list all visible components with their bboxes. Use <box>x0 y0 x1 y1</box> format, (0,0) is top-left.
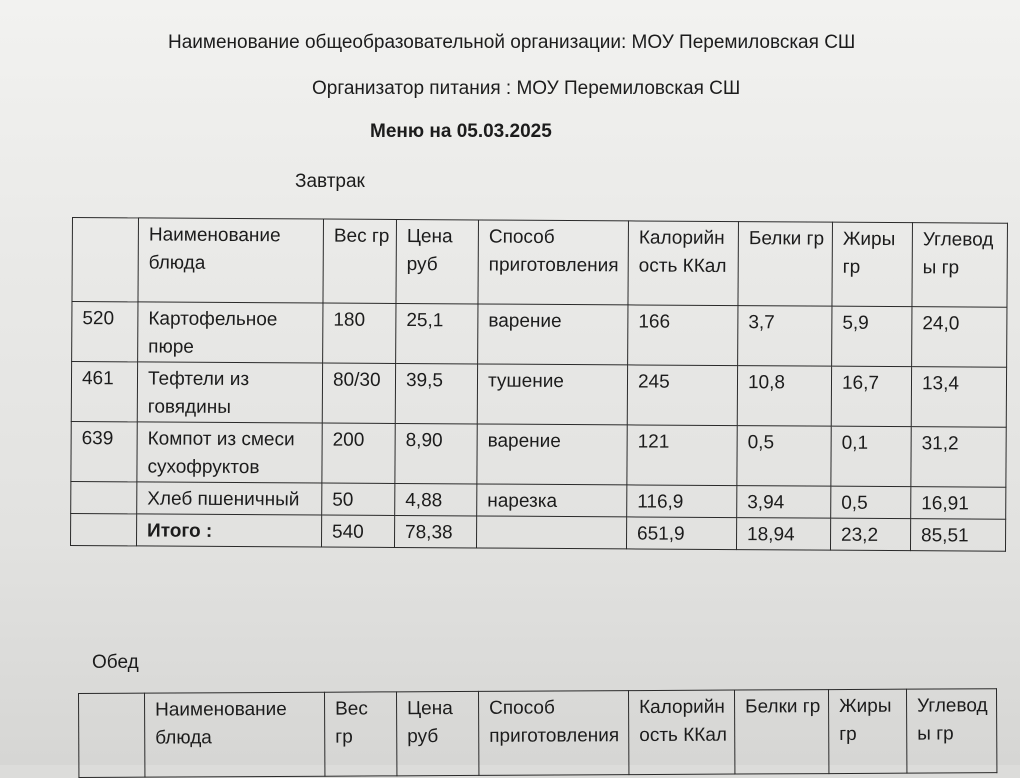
col-header-fat: Жиры гр <box>832 222 913 306</box>
cell-name: Хлеб пшеничный <box>137 482 322 515</box>
col-header-code <box>72 218 139 302</box>
cell-carbs: 13,4 <box>911 367 1006 428</box>
cell-method: нарезка <box>477 484 627 517</box>
col-header-kcal: Калорийность ККал <box>628 221 739 306</box>
table-header-row <box>79 689 997 778</box>
total-row <box>70 513 1005 551</box>
table-header-row <box>72 218 1007 308</box>
col-header-protein: Белки гр <box>738 222 833 307</box>
col-header-kcal: Калорийность ККал <box>628 690 734 775</box>
cell-carbs: 24,0 <box>912 307 1007 368</box>
menu-date-title: Меню на 05.03.2025 <box>370 121 552 142</box>
cell-method: варение <box>477 424 627 485</box>
cell-code: 520 <box>72 302 138 362</box>
col-header-weight: Вес гр <box>324 692 396 776</box>
cell-price: 8,90 <box>395 423 477 483</box>
total-label: Итого : <box>136 514 321 547</box>
cell-name: Картофельное пюре <box>138 302 323 363</box>
cell-protein: 3,94 <box>737 486 831 519</box>
col-header-method: Способ приготовления <box>478 220 629 305</box>
table-row <box>72 302 1007 368</box>
cell-code <box>71 481 137 513</box>
cell-method: тушение <box>477 364 627 425</box>
total-weight: 540 <box>321 515 394 547</box>
total-protein: 18,94 <box>736 518 830 551</box>
cell-fat: 0,5 <box>831 486 911 518</box>
cell-protein: 3,7 <box>738 306 832 367</box>
col-header-method: Способ приготовления <box>478 691 628 776</box>
col-header-price: Цена руб <box>396 219 479 303</box>
cell-kcal: 166 <box>628 305 738 366</box>
cell-kcal: 245 <box>627 365 737 426</box>
cell-fat: 5,9 <box>832 306 912 366</box>
total-carbs: 85,51 <box>910 519 1005 552</box>
total-method <box>476 516 626 549</box>
cell-fat: 16,7 <box>831 366 911 426</box>
lunch-section-label: Обед <box>92 652 139 673</box>
col-header-name: Наименование блюда <box>145 692 325 777</box>
table-row <box>71 481 1006 519</box>
cell-kcal: 116,9 <box>627 485 737 518</box>
total-price: 78,38 <box>394 515 476 548</box>
cell-name: Тефтели из говядины <box>137 362 322 423</box>
organization-name: Наименование общеобразовательной организации: МОУ Перемиловская СШ <box>168 32 856 53</box>
cell-protein: 10,8 <box>737 366 831 427</box>
table-row <box>71 362 1006 428</box>
col-header-fat: Жиры гр <box>828 689 906 773</box>
col-header-carbs: Углеводы гр <box>912 223 1008 308</box>
cell-weight: 180 <box>323 303 396 363</box>
cell-carbs: 31,2 <box>911 427 1006 488</box>
col-header-carbs: Углеводы гр <box>906 689 996 773</box>
cell-price: 25,1 <box>396 303 478 363</box>
cell-name: Компот из смеси сухофруктов <box>137 422 322 483</box>
cell-weight: 200 <box>322 423 395 483</box>
cell-carbs: 16,91 <box>911 487 1006 520</box>
cell-protein: 0,5 <box>737 426 831 487</box>
cell-code: 461 <box>71 362 137 422</box>
cell-kcal: 121 <box>627 425 737 486</box>
cell-fat: 0,1 <box>831 426 911 486</box>
cell-price: 4,88 <box>395 483 477 516</box>
breakfast-table <box>70 217 1008 552</box>
cell-method: варение <box>478 304 628 365</box>
total-fat: 23,2 <box>830 518 910 550</box>
col-header-name: Наименование блюда <box>138 218 324 303</box>
cell-weight: 50 <box>322 483 395 515</box>
cell-price: 39,5 <box>395 363 477 423</box>
total-kcal: 651,9 <box>626 517 736 550</box>
food-organizer: Организатор питания : МОУ Перемиловская СШ <box>312 78 741 99</box>
col-header-price: Цена руб <box>396 691 478 775</box>
cell-code <box>70 513 136 545</box>
col-header-weight: Вес гр <box>323 219 397 303</box>
table-row <box>71 421 1006 487</box>
col-header-protein: Белки гр <box>734 690 828 774</box>
breakfast-section-label: Завтрак <box>295 171 365 192</box>
cell-weight: 80/30 <box>322 363 395 423</box>
cell-code: 639 <box>71 421 137 481</box>
